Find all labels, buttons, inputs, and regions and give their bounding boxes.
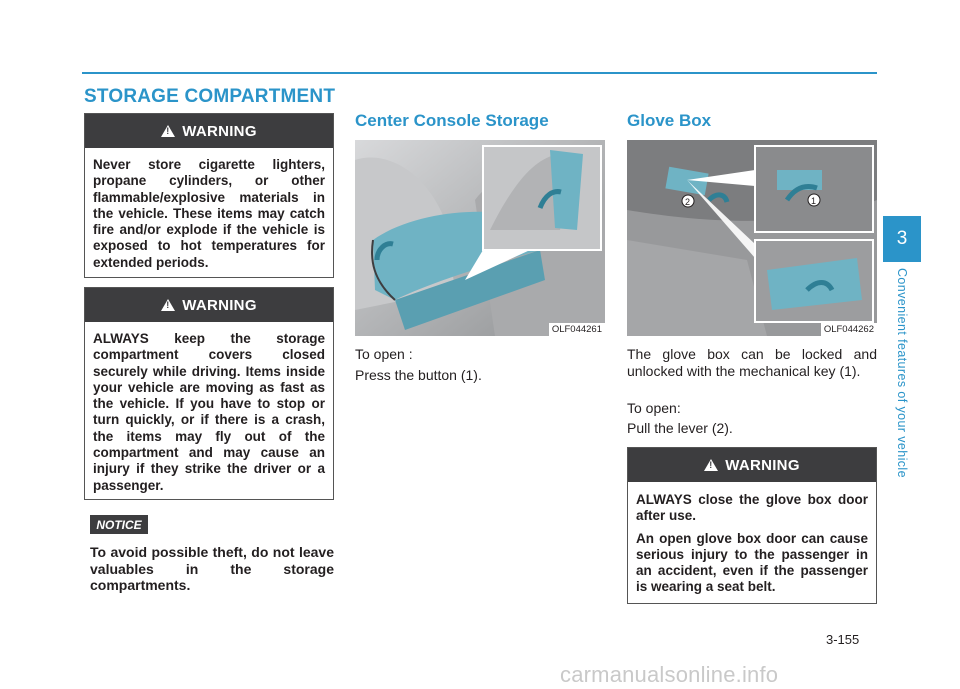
callout-2: 2	[685, 197, 691, 207]
warning-heading: WARNING	[182, 122, 257, 140]
center-console-illustration	[355, 140, 605, 336]
warning-text: Never store cigarette lighters, propane cylinders, or other flammable/explosive materials in the vehicle. These items may catch fire and/or explode if the vehicle is exposed to hot temperatures for extended periods.	[93, 157, 325, 270]
warning-triangle-icon	[161, 299, 175, 311]
warning-header	[85, 114, 333, 148]
warning-text: ALWAYS close the glove box door after use.	[636, 492, 868, 524]
console-open-instruction: Press the button (1).	[355, 367, 482, 383]
glove-box-illustration	[627, 140, 877, 336]
warning-body	[628, 482, 876, 610]
console-open-label: To open :	[355, 346, 413, 362]
warning-header	[85, 288, 333, 322]
glove-box-heading: Glove Box	[627, 111, 712, 130]
warning-triangle-icon	[161, 125, 175, 137]
notice-text: To avoid possible theft, do not leave valuables in the storage compartments.	[90, 544, 334, 593]
warning-heading: WARNING	[182, 296, 257, 314]
warning-box-covers	[84, 287, 334, 500]
watermark: carmanualsonline.info	[560, 662, 779, 687]
warning-triangle-icon	[704, 459, 718, 471]
warning-box-flammables	[84, 113, 334, 278]
top-rule	[82, 72, 877, 74]
glove-open-instruction: Pull the lever (2).	[627, 420, 733, 436]
callout-1: 1	[811, 196, 817, 206]
chapter-tab: 3	[883, 216, 921, 262]
warning-heading: WARNING	[725, 456, 800, 474]
console-armrest-drawing	[355, 140, 605, 336]
warning-text: An open glove box door can cause serious injury to the passenger in an accident, even if the passenger is wearing a seat belt.	[636, 530, 868, 595]
glove-open-label: To open:	[627, 400, 681, 416]
image-caption: OLF044262	[821, 323, 877, 336]
chapter-label: Convenient features of your vehicle	[895, 268, 909, 478]
warning-header	[628, 448, 876, 482]
glove-box-drawing	[627, 140, 877, 336]
notice-badge: NOTICE	[90, 515, 148, 534]
warning-body	[85, 322, 333, 508]
center-console-heading: Center Console Storage	[355, 111, 549, 130]
section-title: STORAGE COMPARTMENT	[84, 86, 336, 107]
warning-box-glove-door	[627, 447, 877, 604]
glove-box-description: The glove box can be locked and unlocked with the mechanical key (1).	[627, 346, 877, 379]
warning-body	[85, 148, 333, 285]
image-caption: OLF044261	[549, 323, 605, 336]
page-number: 3-155	[826, 632, 860, 647]
warning-text: ALWAYS keep the storage compartment covers closed securely while driving. Items inside your vehicle are moving as fast as the vehicle. If you have to stop or turn quickly, or if there is a crash, the items may fly out of the compartment and may cause an injury if they strike the driver or a passenger.	[93, 331, 325, 493]
